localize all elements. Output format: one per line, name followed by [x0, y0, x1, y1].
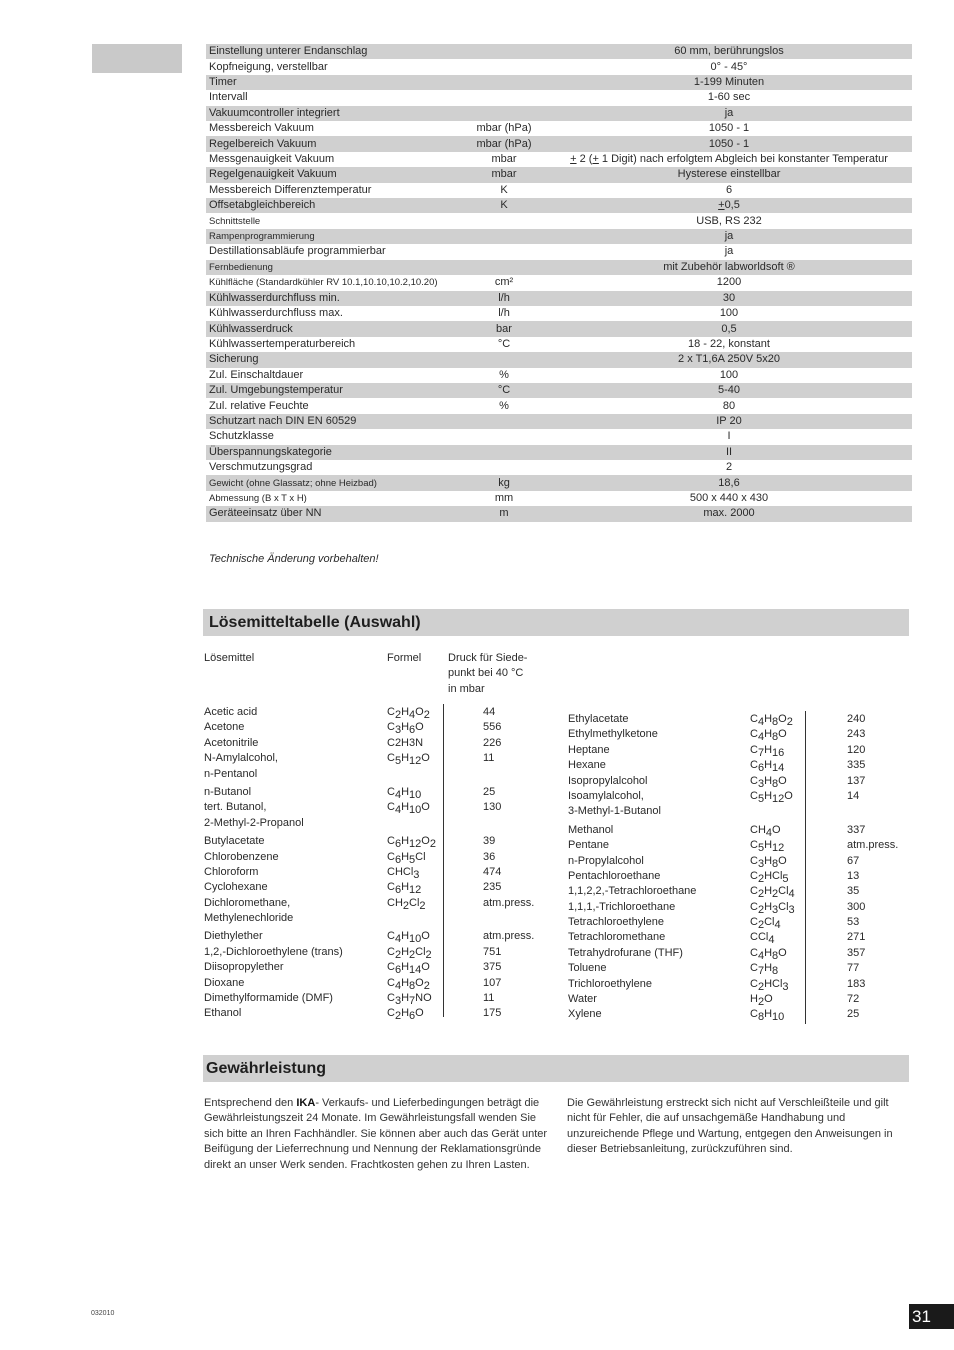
spec-unit: l/h: [498, 307, 510, 320]
spec-value: ja: [724, 106, 734, 119]
solvent-pressure: 240: [847, 713, 866, 725]
spec-row: [206, 429, 912, 444]
spec-label: Regelgenauigkeit Vakuum: [209, 168, 337, 181]
solvent-formula: $C_6H_{12}O_2$: [387, 835, 436, 851]
solvent-name: Dichloromethane,: [204, 896, 291, 909]
solvent-formula: $CH_2Cl_2$: [387, 896, 426, 912]
solvent-name: Diethylether: [204, 930, 263, 943]
spec-unit: mbar: [491, 168, 517, 181]
solvent-pressure: 357: [847, 946, 866, 959]
spec-row: [206, 337, 912, 352]
solvent-name: 2-Methyl-2-Propanol: [204, 816, 304, 829]
solvent-name: Chloroform: [204, 865, 259, 878]
spec-value: USB, RS 232: [696, 214, 762, 227]
spec-row: [206, 352, 912, 367]
warranty-paragraph-right: Die Gewährleistung erstreckt sich nicht auf Verschleißteile und gilt nicht für Fehler, die auf unsachgemäße Handhabung und unzureichende Pflege und Wartung, entgegen den Anweisungen in dieser Betriebsanleitung, zurückzuführen sind.: [567, 1097, 893, 1156]
solvent-pressure: 271: [847, 931, 866, 944]
spec-label: Messbereich Vakuum: [209, 122, 314, 135]
spec-value: 0° - 45°: [710, 60, 748, 73]
spec-value: 18,6: [718, 476, 740, 489]
spec-value: 1-199 Minuten: [693, 76, 765, 89]
page-number: 31: [909, 1304, 954, 1329]
solvent-name: Tetrachloroethylene: [568, 916, 665, 929]
solvent-pressure: 137: [847, 774, 866, 787]
solvent-name: 3-Methyl-1-Butanol: [568, 805, 661, 818]
spec-value: I: [727, 430, 731, 443]
spec-value: IP 20: [716, 414, 742, 427]
solvent-formula: $C_5H_{12}O$: [387, 752, 430, 768]
spec-label: Offsetabgleichbereich: [209, 199, 316, 212]
spec-value: 2: [725, 461, 733, 474]
solvent-name: Ethylacetate: [568, 713, 629, 725]
spec-value: 0,5: [721, 322, 737, 335]
solvent-pressure: atm.press.: [847, 839, 899, 852]
solvent-name: 1,1,1,-Trichloroethane: [568, 900, 676, 913]
spec-unit: °C: [497, 337, 511, 350]
spec-row: [206, 260, 912, 275]
solvent-name: Tetrachloromethane: [568, 931, 666, 944]
spec-value: 18 - 22, konstant: [688, 337, 770, 350]
solvent-column-header: Lösemittel: [204, 652, 255, 664]
solvent-name: Water: [568, 993, 597, 1006]
solvent-pressure: 335: [847, 759, 866, 772]
spec-value: mit Zubehör labworldsoft ®: [663, 260, 795, 273]
spec-label: Einstellung unterer Endanschlag: [209, 45, 368, 58]
spec-label: Zul. Umgebungstemperatur: [209, 384, 343, 397]
solvent-name: Isoamylalcohol,: [568, 789, 644, 802]
solvent-pressure: 751: [483, 945, 502, 958]
solvent-name: N-Amylalcohol,: [204, 752, 278, 765]
solvent-formula: $C_6H_{14}O$: [387, 961, 430, 977]
solvent-name: Cyclohexane: [204, 881, 268, 894]
spec-row: [206, 368, 912, 383]
spec-row: [206, 291, 912, 306]
solvent-formula: $C_4H_{10}O$: [387, 930, 430, 946]
solvent-pressure: 11: [483, 992, 495, 1005]
document-code: 032010: [91, 1310, 115, 1317]
solvent-name: tert. Butanol,: [204, 801, 267, 814]
solvent-pressure: atm.press.: [483, 896, 535, 909]
solvent-pressure: 25: [483, 785, 496, 798]
solvent-formula: $C_2H_2Cl_2$: [387, 945, 432, 961]
spec-label: Kühlwasserdruck: [209, 322, 293, 335]
spec-unit: bar: [496, 322, 512, 335]
solvent-name: 1,1,2,2,-Tetrachloroethane: [568, 885, 697, 898]
spec-row: [206, 90, 912, 105]
warranty-heading: Gewährleistung: [203, 1055, 909, 1082]
warranty-paragraph-left: [204, 1096, 548, 1173]
solvent-formula: $CH_4O$: [750, 823, 781, 839]
solvent-name: 1,2,-Dichloroethylene (trans): [204, 945, 343, 958]
spec-label: Timer: [209, 76, 237, 89]
solvent-name: Toluene: [568, 962, 607, 975]
solvent-pressure: 36: [483, 850, 496, 863]
solvent-pressure: 375: [483, 961, 502, 974]
solvent-formula: $C_2HCl_3$: [750, 977, 789, 993]
corner-marker-block: [92, 44, 182, 73]
solvent-pressure: 44: [483, 706, 496, 718]
solvent-pressure: 300: [847, 900, 866, 913]
solvent-formula: $C_3H_8O$: [750, 774, 787, 790]
spec-unit: l/h: [498, 291, 510, 304]
solvent-formula: $C_4H_8O_2$: [387, 976, 430, 992]
solvent-pressure: 175: [483, 1007, 502, 1020]
solvent-formula: $C_2HCl_5$: [750, 869, 789, 885]
solvent-pressure: 474: [483, 865, 502, 878]
solvent-formula: $C_4H_{10}$: [387, 785, 422, 801]
solvent-formula: $C_6H_{12}$: [387, 881, 422, 897]
spec-label: Vakuumcontroller integriert: [209, 106, 340, 119]
formula-column-header: Formel: [387, 652, 422, 664]
spec-value: Hysterese einstellbar: [677, 168, 781, 181]
solvent-formula: $C_4H_8O$: [750, 946, 787, 962]
solvent-formula: $C_3H_7NO$: [387, 992, 432, 1008]
solvent-pressure: 337: [847, 823, 866, 836]
spec-unit: mbar (hPa): [476, 137, 532, 150]
spec-label: Kühlfläche (Standardkühler RV 10.1,10.10,10.2,10.20): [209, 277, 438, 289]
solvent-formula: $C_3H_6O$: [387, 721, 424, 737]
solvent-name: n-Propylalcohol: [568, 854, 644, 867]
solvent-pressure: 11: [483, 752, 495, 765]
spec-row: [206, 244, 912, 259]
warranty-text-rest: - Verkaufs- und Lieferbedingungen beträgt die Gewährleistungszeit 24 Monate. Im Gewährleistungsfall wenden Sie sich bitte an Ihren Fachhändler. Sie können aber auch das Gerät unter Beifügung der Lieferrechnung und Nennung der Reklamationsgründe direkt an unser Werk senden. Frachtkosten gehen zu Ihren Lasten.: [204, 1097, 548, 1171]
spec-row: [206, 167, 912, 182]
spec-label: Schnittstelle: [209, 215, 261, 227]
spec-row: [206, 506, 912, 521]
solvent-name: Chlorobenzene: [204, 850, 279, 863]
solvent-table-heading: Lösemitteltabelle (Auswahl): [203, 609, 909, 636]
spec-label: Messgenauigkeit Vakuum: [209, 153, 335, 166]
spec-row: [206, 106, 912, 121]
solvent-formula: $C_4H_8O_2$: [750, 713, 793, 728]
solvent-name: Isopropylalcohol: [568, 774, 648, 787]
spec-row: [206, 306, 912, 321]
solvent-formula: $C_5H_{12}$: [750, 839, 785, 855]
solvent-name: Dioxane: [204, 976, 245, 989]
solvent-formula: $C_6H_5Cl$: [387, 850, 426, 866]
spec-unit: K: [500, 183, 508, 196]
spec-label: Kopfneigung, verstellbar: [209, 60, 328, 73]
spec-row: [206, 121, 912, 136]
solvent-name: Trichloroethylene: [568, 977, 652, 990]
spec-label: Schutzklasse: [209, 430, 274, 443]
spec-label: Gewicht (ohne Glassatz; ohne Heizbad): [209, 477, 377, 489]
solvent-formula: $C_2Cl_4$: [750, 916, 781, 932]
spec-row: [206, 460, 912, 475]
spec-row: [206, 491, 912, 506]
spec-label: Zul. relative Feuchte: [209, 399, 309, 412]
spec-unit: %: [499, 399, 509, 412]
solvent-name: Methylenechloride: [204, 912, 294, 925]
solvent-name: Ethanol: [204, 1007, 242, 1020]
solvent-pressure: 183: [847, 977, 866, 990]
column-divider-right: [805, 711, 806, 1024]
solvent-pressure: 35: [847, 885, 860, 898]
solvent-formula: $C_2H_3Cl_3$: [750, 900, 795, 916]
spec-row: [206, 136, 912, 151]
spec-value: 80: [722, 399, 736, 412]
solvent-pressure: 130: [483, 801, 502, 814]
spec-label: Kühlwasserdurchfluss max.: [209, 307, 343, 320]
spec-value: 30: [722, 291, 736, 304]
solvent-name: Xylene: [568, 1008, 602, 1021]
spec-value: max. 2000: [703, 507, 755, 520]
spec-row: [206, 213, 912, 228]
solvent-formula: CCl$_4$: [750, 931, 775, 947]
spec-value: 500 x 440 x 430: [689, 491, 769, 504]
solvent-formula: $C_4H_8O$: [750, 728, 787, 744]
spec-value: ja: [724, 230, 734, 243]
spec-label: Kühlwasserdurchfluss min.: [209, 291, 340, 304]
solvent-pressure: 67: [847, 854, 860, 867]
technical-change-note: Technische Änderung vorbehalten!: [209, 553, 379, 565]
solvent-pressure: 243: [847, 728, 866, 741]
solvent-formula: $C_4H_{10}O$: [387, 801, 430, 817]
specifications-table: [206, 44, 912, 522]
spec-row: [206, 198, 912, 213]
spec-row: [206, 321, 912, 336]
spec-label: Geräteeinsatz über NN: [209, 507, 322, 520]
solvent-name: n-Butanol: [204, 785, 252, 798]
solvent-formula: $H_2O$: [750, 993, 773, 1009]
solvent-name: Tetrahydrofurane (THF): [568, 946, 683, 959]
spec-label: Kühlwassertemperaturbereich: [209, 337, 356, 350]
solvent-name: Methanol: [568, 823, 614, 836]
solvent-pressure: 13: [847, 869, 860, 882]
solvent-formula: $C_7H_{16}$: [750, 743, 785, 759]
solvent-formula: $C_8H_{10}$: [750, 1008, 785, 1024]
spec-value: 100: [719, 368, 739, 381]
warranty-text-start: Entsprechend den: [204, 1097, 297, 1109]
spec-label: Destillationsabläufe programmierbar: [209, 245, 386, 258]
solvent-formula: C2H3N: [387, 736, 424, 749]
solvent-name: Diisopropylether: [204, 961, 284, 974]
solvent-name: Heptane: [568, 743, 610, 756]
solvent-name: Dimethylformamide (DMF): [204, 992, 333, 1005]
solvent-pressure: 14: [847, 789, 860, 802]
solvent-pressure: 120: [847, 743, 866, 756]
spec-unit: %: [499, 368, 509, 381]
brand-name: IKA: [296, 1097, 316, 1109]
solvent-formula: $C_2H_2Cl_4$: [750, 885, 795, 901]
spec-label: Regelbereich Vakuum: [209, 137, 317, 150]
spec-row: [206, 229, 912, 244]
spec-value: ja: [724, 245, 734, 258]
spec-label: Fernbedienung: [209, 261, 273, 273]
spec-value: 1050 - 1: [708, 122, 750, 135]
solvent-name: Pentachloroethane: [568, 869, 661, 882]
solvent-name: Acetic acid: [204, 706, 258, 718]
solvent-formula: CHCl$_3$: [387, 865, 420, 881]
spec-unit: m: [499, 507, 509, 520]
solvent-pressure: 53: [847, 916, 860, 929]
spec-label: Rampenprogrammierung: [209, 231, 315, 243]
solvent-pressure: 77: [847, 962, 860, 975]
solvent-pressure: 25: [847, 1008, 860, 1021]
solvent-name: n-Pentanol: [204, 767, 258, 780]
spec-value: 1-60 sec: [707, 91, 751, 104]
spec-row: [206, 414, 912, 429]
spec-row: [206, 275, 912, 290]
spec-unit: kg: [498, 476, 510, 489]
solvent-pressure: 72: [847, 993, 860, 1006]
spec-value: 60 mm, berührungslos: [674, 45, 784, 58]
spec-value: 100: [719, 307, 739, 320]
solvent-name: Butylacetate: [204, 835, 265, 848]
spec-value: 5-40: [717, 384, 741, 397]
solvent-pressure: 226: [483, 736, 502, 749]
spec-unit: °C: [497, 384, 511, 397]
column-divider-left: [443, 704, 444, 1017]
spec-label: Messbereich Differenztemperatur: [209, 183, 372, 196]
solvent-pressure: 107: [483, 976, 502, 989]
spec-label: Intervall: [209, 91, 248, 104]
spec-unit: mbar (hPa): [476, 122, 532, 135]
spec-row: [206, 59, 912, 74]
solvent-pressure: 556: [483, 721, 502, 734]
spec-label: Zul. Einschaltdauer: [209, 368, 304, 381]
solvent-formula: $C_5H_{12}O$: [750, 789, 793, 805]
spec-row: [206, 475, 912, 490]
spec-unit: mbar: [491, 153, 517, 166]
spec-row: [206, 383, 912, 398]
solvent-pressure: atm.press.: [483, 930, 535, 943]
solvent-name: Pentane: [568, 839, 609, 852]
solvent-pressure: 235: [483, 881, 502, 894]
solvent-name: Acetone: [204, 721, 245, 734]
spec-label: Abmessung (B x T x H): [209, 492, 307, 504]
spec-row: [206, 445, 912, 460]
spec-label: Sicherung: [209, 353, 259, 366]
spec-row: [206, 398, 912, 413]
spec-value: II: [725, 445, 733, 458]
spec-unit: mm: [494, 491, 514, 504]
spec-value: + 2 (+ 1 Digit) nach erfolgtem Abgleich bei konstanter Temperatur: [570, 153, 888, 166]
spec-row: [206, 152, 912, 167]
solvent-formula: $C_7H_8$: [750, 962, 779, 978]
spec-value: +0,5: [718, 199, 740, 212]
pressure-column-header: Druck für Siede- punkt bei 40 °C in mbar: [448, 652, 528, 695]
spec-value: 1200: [716, 276, 742, 289]
solvent-name: Ethylmethylketone: [568, 728, 658, 741]
solvent-formula: $C_6H_{14}$: [750, 759, 785, 775]
spec-value: 6: [725, 183, 733, 196]
spec-label: Verschmutzungsgrad: [209, 461, 313, 474]
solvent-formula: $C_3H_8O$: [750, 854, 787, 870]
solvent-formula: $C_2H_6O$: [387, 1007, 424, 1023]
spec-value: 1050 - 1: [708, 137, 750, 150]
spec-label: Schutzart nach DIN EN 60529: [209, 414, 357, 427]
spec-unit: cm²: [494, 276, 514, 289]
solvent-name: Hexane: [568, 759, 606, 772]
spec-value: 2 x T1,6A 250V 5x20: [678, 353, 780, 366]
spec-row: [206, 44, 912, 59]
spec-row: [206, 183, 912, 198]
solvent-name: Acetonitrile: [204, 736, 259, 749]
spec-label: Überspannungskategorie: [209, 445, 332, 458]
spec-row: [206, 75, 912, 90]
spec-unit: K: [500, 199, 508, 212]
solvent-pressure: 39: [483, 835, 496, 848]
solvent-formula: $C_2H_4O_2$: [387, 706, 430, 721]
